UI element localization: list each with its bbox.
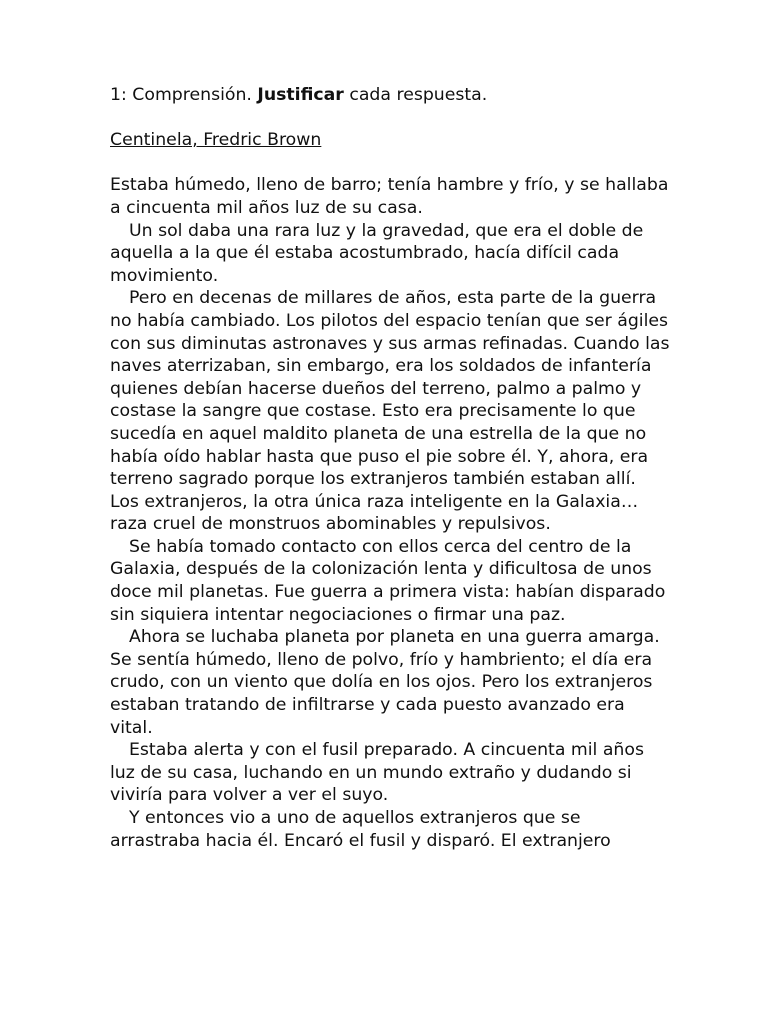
heading-suffix: cada respuesta. xyxy=(343,85,488,105)
paragraph-3: Pero en decenas de millares de años, esta parte de la guerra no había cambiado. Los pilotos del espacio tenían que ser ágiles con sus diminutas astronaves y sus armas refinadas. Cuando las naves aterrizaban, sin embargo, era los soldados de infantería quienes debían hacerse dueños del terreno, palmo a palmo y costase la sangre que costase. Esto era precisamente lo que sucedía en aquel maldito planeta de una estrella de la que no había oído hablar hasta que puso el pie sobre él. Y, ahora, era terreno sagrado porque los extranjeros también estaban allí. Los extranjeros, la otra única raza inteligente en la Galaxia… raza cruel de monstruos abominables y repulsivos. xyxy=(110,288,670,535)
paragraph-5: Ahora se luchaba planeta por planeta en una guerra amarga. Se sentía húmedo, lleno de polvo, frío y hambriento; el día era crudo, con un viento que dolía en los ojos. Pero los extranjeros estaban tratando de infiltrarse y cada puesto avanzado era vital. xyxy=(110,627,660,738)
question-heading xyxy=(110,84,670,107)
paragraph-2: Un sol daba una rara luz y la gravedad, que era el doble de aquella a la que él estaba acostumbrado, hacía difícil cada movimiento. xyxy=(110,220,644,286)
heading-bold-word: Justificar xyxy=(257,85,344,105)
story-body xyxy=(110,174,670,852)
paragraph-4: Se había tomado contacto con ellos cerca del centro de la Galaxia, después de la colonización lenta y dificultosa de unos doce mil planetas. Fue guerra a primera vista: habían disparado sin siquiera intentar negociaciones o firmar una paz. xyxy=(110,536,666,625)
heading-prefix: 1: Comprensión. xyxy=(110,85,258,105)
paragraph-6: Estaba alerta y con el fusil preparado. A cincuenta mil años luz de su casa, luchando en un mundo extraño y dudando si viviría para volver a ver el suyo. xyxy=(110,740,644,806)
paragraph-1: Estaba húmedo, lleno de barro; tenía hambre y frío, y se hallaba a cincuenta mil años luz de su casa. xyxy=(110,175,669,218)
document-page xyxy=(110,84,670,852)
paragraph-7: Y entonces vio a uno de aquellos extranjeros que se arrastraba hacia él. Encaró el fusil y disparó. El extranjero xyxy=(110,808,611,851)
story-title: Centinela, Fredric Brown xyxy=(110,130,322,151)
